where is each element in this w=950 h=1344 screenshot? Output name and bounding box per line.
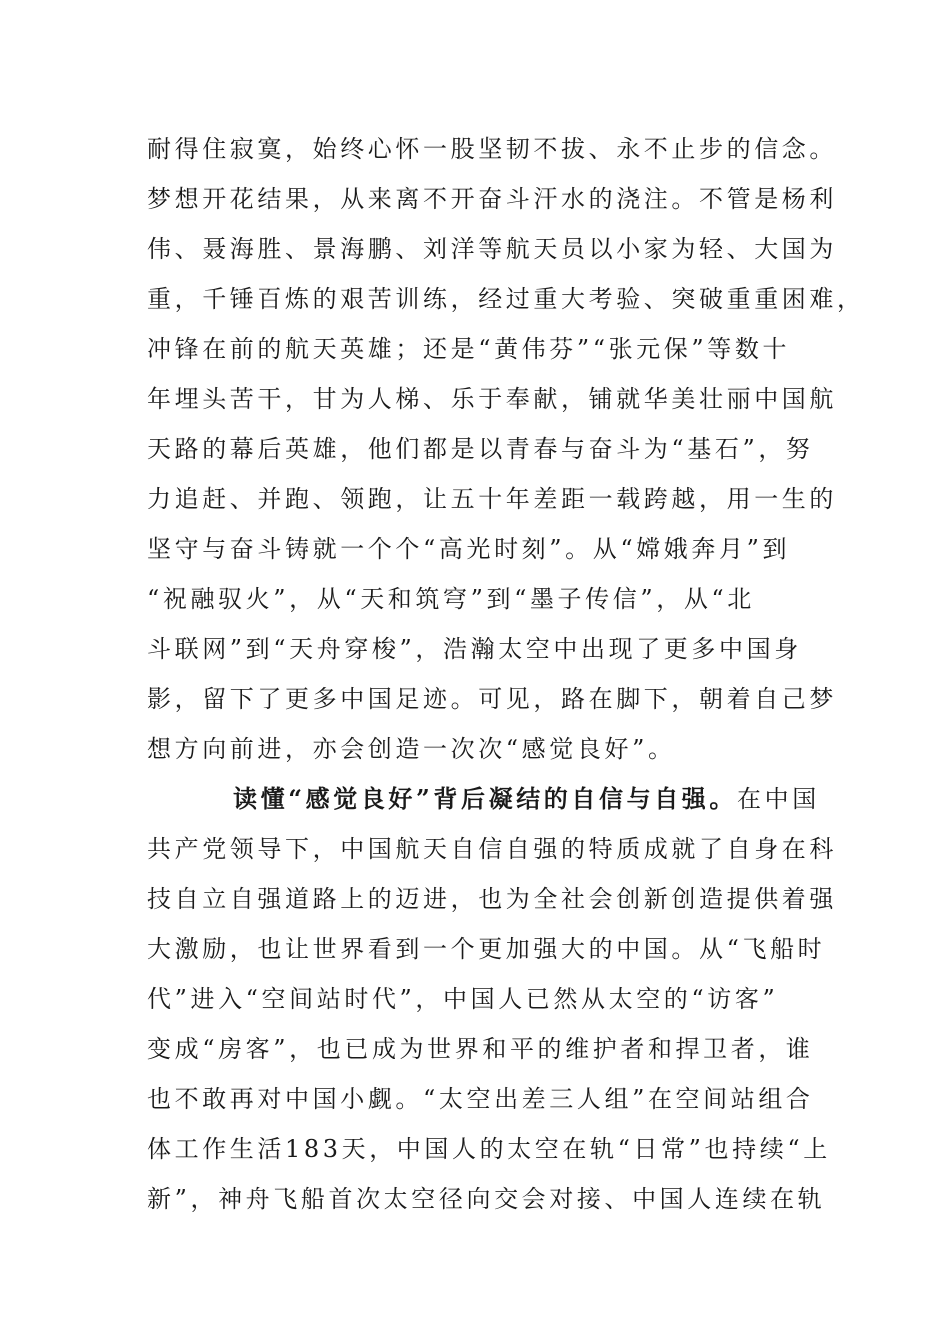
text-line — [147, 984, 778, 1014]
text-line — [147, 484, 837, 514]
text-line — [147, 1184, 825, 1214]
text-line — [147, 884, 837, 914]
text-line — [147, 1134, 831, 1164]
line-text: 想方向前进，亦会创造一次次“感觉良好”。 — [147, 735, 676, 763]
line-text: 新”，神舟飞船首次太空径向交会对接、中国人连续在轨 — [147, 1185, 826, 1213]
text-line — [147, 734, 676, 764]
text-line — [147, 684, 837, 714]
line-text: 影，留下了更多中国足迹。可见，路在脚下，朝着自己梦 — [147, 685, 837, 713]
text-line — [147, 384, 837, 414]
text-line — [147, 284, 865, 314]
text-line — [147, 234, 837, 264]
line-text: 在中国 — [737, 785, 820, 813]
text-line — [147, 1084, 814, 1114]
line-text: 变成“房客”，也已成为世界和平的维护者和捍卫者，谁 — [147, 1035, 814, 1063]
line-text: 大激励，也让世界看到一个更加强大的中国。从“飞船时 — [147, 935, 826, 963]
text-line — [147, 834, 837, 864]
text-line — [147, 1034, 814, 1064]
line-text: 冲锋在前的航天英雄；还是“黄伟芬”“张元保”等数十 — [147, 335, 791, 363]
text-line — [147, 184, 837, 214]
text-line — [147, 584, 755, 614]
line-text: 体工作生活183天，中国人的太空在轨“日常”也持续“上 — [147, 1135, 831, 1163]
line-text: 梦想开花结果，从来离不开奋斗汗水的浇注。不管是杨利 — [147, 185, 837, 213]
text-line — [147, 534, 790, 564]
line-text: 技自立自强道路上的迈进，也为全社会创新创造提供着强 — [147, 885, 837, 913]
text-line — [147, 134, 837, 164]
line-text: 代”进入“空间站时代”，中国人已然从太空的“访客” — [147, 985, 779, 1013]
line-text: 天路的幕后英雄，他们都是以青春与奋斗为“基石”，努 — [147, 435, 814, 463]
line-text: 伟、聂海胜、景海鹏、刘洋等航天员以小家为轻、大国为 — [147, 235, 837, 263]
line-text: 力追赶、并跑、领跑，让五十年差距一载跨越，用一生的 — [147, 485, 837, 513]
line-text: 坚守与奋斗铸就一个个“高光时刻”。从“嫦娥奔月”到 — [147, 535, 791, 563]
text-line — [147, 934, 825, 964]
line-text: “祝融驭火”，从“天和筑穹”到“墨子传信”，从“北 — [147, 585, 755, 613]
text-line — [147, 634, 802, 664]
line-text: 也不敢再对中国小觑。“太空出差三人组”在空间站组合 — [147, 1085, 814, 1113]
text-line — [147, 334, 790, 364]
line-text: 耐得住寂寞，始终心怀一股坚韧不拔、永不止步的信念。 — [147, 135, 837, 163]
line-text: 斗联网”到“天舟穿梭”，浩瀚太空中出现了更多中国身 — [147, 635, 802, 663]
line-text: 共产党领导下，中国航天自信自强的特质成就了自身在科 — [147, 835, 837, 863]
line-text: 年埋头苦干，甘为人梯、乐于奉献，铺就华美壮丽中国航 — [147, 385, 837, 413]
paragraph-heading: 读懂“感觉良好”背后凝结的自信与自强。 — [233, 784, 738, 813]
line-text: 重，千锤百炼的艰苦训练，经过重大考验、突破重重困难， — [147, 285, 865, 313]
text-line — [233, 784, 820, 814]
text-line — [147, 434, 814, 464]
